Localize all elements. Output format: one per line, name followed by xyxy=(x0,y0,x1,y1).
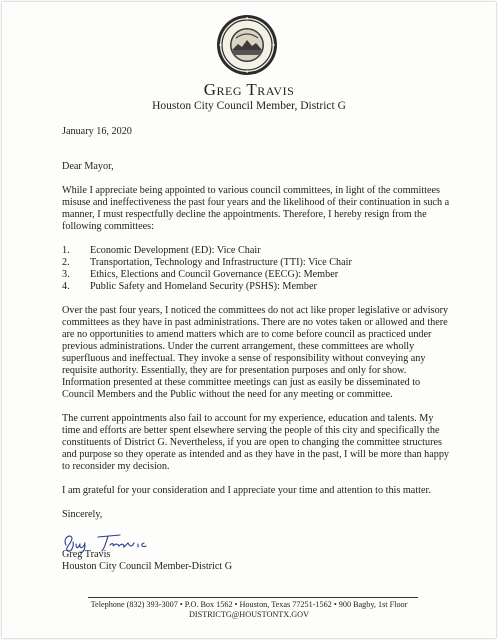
footer-contact-line: Telephone (832) 393-3007 • P.O. Box 1562 • Houston, Texas 77251-1562 • 900 Bagby, 1st Floor xyxy=(90,600,408,609)
list-item-number: 1. xyxy=(62,245,70,256)
signature-block xyxy=(62,531,450,573)
list-item-text: Ethics, Elections and Council Governance (EECG): Member xyxy=(90,269,339,280)
letter-body xyxy=(62,126,450,573)
list-item-text: Public Safety and Homeland Security (PSHS): Member xyxy=(90,281,317,292)
letter-date: January 16, 2020 xyxy=(62,126,132,137)
letter-footer xyxy=(2,600,496,620)
list-item-text: Economic Development (ED): Vice Chair xyxy=(90,245,261,256)
list-item-number: 4. xyxy=(62,281,70,292)
list-item-number: 2. xyxy=(62,257,70,268)
list-item xyxy=(62,257,450,269)
committee-list xyxy=(62,245,450,293)
footer-email: DISTRICTG@HOUSTONTX.GOV xyxy=(189,610,309,619)
signer-name: Greg Travis xyxy=(62,549,111,560)
city-seal-icon xyxy=(216,14,278,76)
signer-title: Houston City Council Member-District G xyxy=(62,561,233,572)
letter-paragraph-appointments: The current appointments also fail to account for my experience, education and talents. My time and efforts are better spent elsewhere serving the people of this city and specifically the constituents of District G. Nevertheless, if you are open to changing the committee structures and purpose so they operate as intended and as they have in the past, I will be more than happy to reconsider my decision. xyxy=(62,413,450,472)
footer-divider xyxy=(88,597,418,598)
letter-salutation: Dear Mayor, xyxy=(62,161,114,172)
letter-paragraph-gratitude: I am grateful for your consideration and I appreciate your time and attention to this matter. xyxy=(62,485,431,496)
list-item-number: 3. xyxy=(62,269,70,280)
letter-intro-paragraph: While I appreciate being appointed to various council committees, in light of the committees misuse and ineffectiveness the past four years and the likelihood of their continuation in such a manner, I must respectfully decline the appointments. Therefore, I hereby resign from the following committees: xyxy=(62,185,450,232)
letterhead-name: Greg Travis xyxy=(203,80,295,99)
letter-page xyxy=(2,2,496,638)
letterhead-role: Houston City Council Member, District G xyxy=(152,100,346,112)
letter-closing: Sincerely, xyxy=(62,509,103,520)
list-item xyxy=(62,281,450,293)
letter-paragraph-committees: Over the past four years, I noticed the committees do not act like proper legislative or advisory committees as they have in past administrations. There are no votes taken or allowed and there are no opportunities to amend matters which are to come before council as practiced under previous administrations. Under the current arrangement, these committees are wholly superfluous and ineffectual. They invoke a sense of responsibility without conveying any requisite authority. Essentially, they are for presentation purposes and only for show. Information presented at these committee meetings can just as easily be disseminated to Council Members and the Public without the need for any meeting or committee. xyxy=(62,305,449,400)
list-item xyxy=(62,269,450,281)
list-item-text: Transportation, Technology and Infrastructure (TTI): Vice Chair xyxy=(90,257,352,268)
list-item xyxy=(62,245,450,257)
